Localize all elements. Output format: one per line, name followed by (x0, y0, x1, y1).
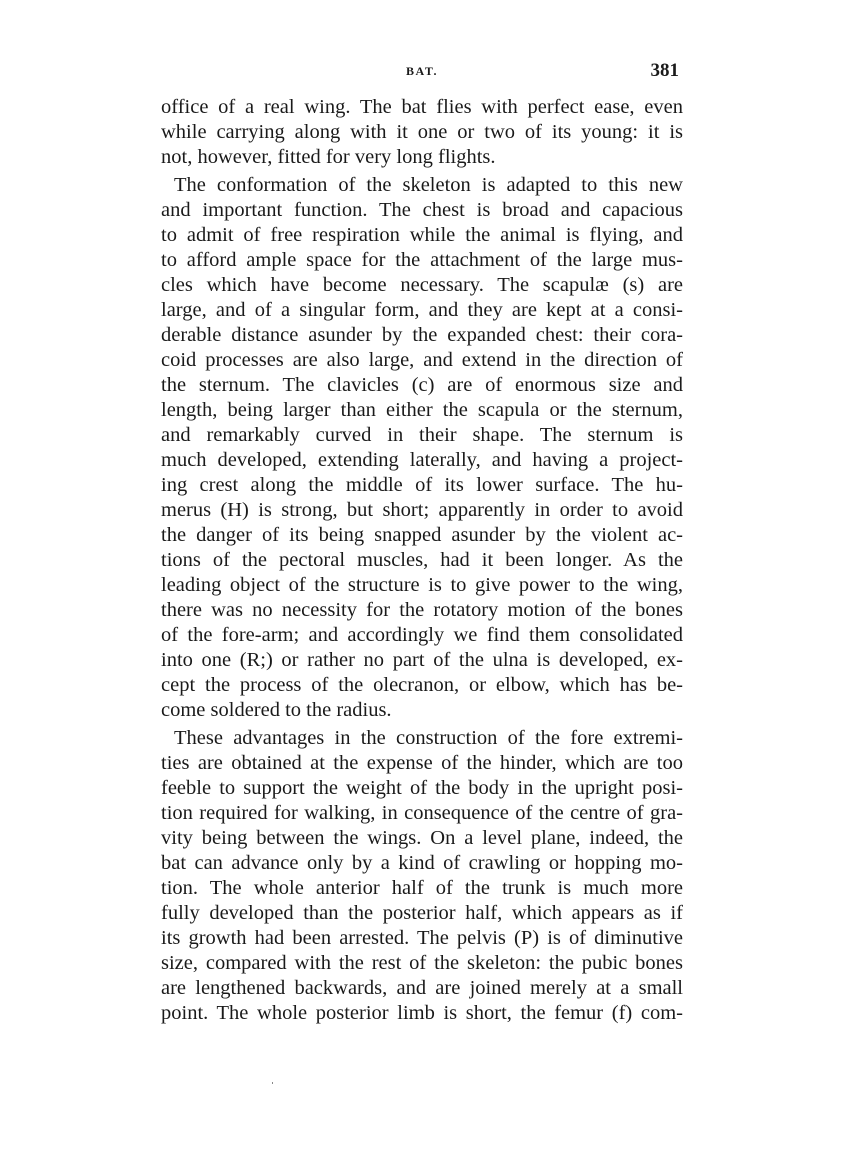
text-line: and important function. The chest is broad and capacious (161, 199, 683, 221)
text-line: not, however, fitted for very long flights. (161, 146, 496, 168)
text-line: derable distance asunder by the expanded chest: their cora- (161, 324, 683, 346)
text-line: to afford ample space for the attachment of the large mus- (161, 249, 683, 271)
text-line: its growth had been arrested. The pelvis (P) is of diminutive (161, 927, 683, 949)
text-line: office of a real wing. The bat flies with perfect ease, even (161, 96, 683, 118)
text-line: ties are obtained at the expense of the hinder, which are too (161, 752, 683, 774)
text-line: leading object of the structure is to give power to the wing, (161, 574, 683, 596)
text-line: while carrying along with it one or two of its young: it is (161, 121, 683, 143)
paragraph-1 (161, 95, 683, 170)
text-line: feeble to support the weight of the body in the upright posi- (161, 777, 683, 799)
text-line: merus (H) is strong, but short; apparently in order to avoid (161, 499, 683, 521)
text-line: coid processes are also large, and extend in the direction of (161, 349, 683, 371)
print-speck (272, 1082, 273, 1084)
text-line: much developed, extending laterally, and having a project- (161, 449, 683, 471)
text-line: cles which have become necessary. The scapulæ (s) are (161, 274, 683, 296)
text-line: fully developed than the posterior half, which appears as if (161, 902, 683, 924)
text-line: cept the process of the olecranon, or elbow, which has be- (161, 674, 683, 696)
running-title: BAT. (406, 64, 438, 78)
text-line: are lengthened backwards, and are joined merely at a small (161, 977, 683, 999)
text-line: The conformation of the skeleton is adapted to this new (174, 174, 683, 196)
text-line: bat can advance only by a kind of crawling or hopping mo- (161, 852, 683, 874)
text-line: tions of the pectoral muscles, had it been longer. As the (161, 549, 683, 571)
text-line: into one (R;) or rather no part of the ulna is developed, ex- (161, 649, 683, 671)
text-line: point. The whole posterior limb is short, the femur (f) com- (161, 1002, 683, 1024)
body-text (161, 95, 683, 1026)
text-line: tion required for walking, in consequence of the centre of gra- (161, 802, 683, 824)
running-head (161, 60, 683, 86)
text-line: length, being larger than either the scapula or the sternum, (161, 399, 683, 421)
page-number: 381 (650, 60, 679, 81)
text-line: the sternum. The clavicles (c) are of enormous size and (161, 374, 683, 396)
text-line: there was no necessity for the rotatory motion of the bones (161, 599, 683, 621)
text-line: and remarkably curved in their shape. The sternum is (161, 424, 683, 446)
text-line: tion. The whole anterior half of the trunk is much more (161, 877, 683, 899)
text-line: to admit of free respiration while the animal is flying, and (161, 224, 683, 246)
text-line: the danger of its being snapped asunder by the violent ac- (161, 524, 683, 546)
text-line: ing crest along the middle of its lower surface. The hu- (161, 474, 683, 496)
text-line: size, compared with the rest of the skeleton: the pubic bones (161, 952, 683, 974)
text-line: of the fore-arm; and accordingly we find them consolidated (161, 624, 683, 646)
text-line: These advantages in the construction of the fore extremi- (174, 727, 683, 749)
paragraph-3 (161, 726, 683, 1026)
text-line: large, and of a singular form, and they are kept at a consi- (161, 299, 683, 321)
text-line: vity being between the wings. On a level plane, indeed, the (161, 827, 683, 849)
paragraph-2 (161, 173, 683, 723)
text-line: come soldered to the radius. (161, 699, 392, 721)
